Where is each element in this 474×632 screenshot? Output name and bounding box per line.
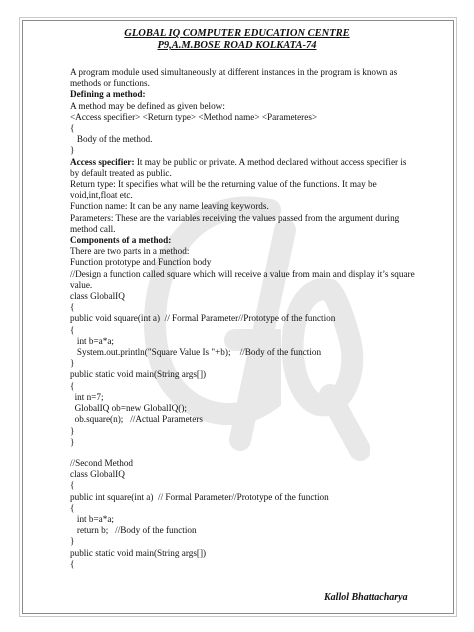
brace-close: } bbox=[70, 145, 75, 156]
defining-syntax: <Access specifier> <Return type> <Method name> <Parameteres> bbox=[70, 111, 318, 122]
parts-text: Function prototype and Function body bbox=[70, 257, 212, 268]
intro-paragraph: A program module used simultaneously at different instances in the program is known as methods or functions. bbox=[70, 67, 398, 89]
code-line: public static void main(String args[]) bbox=[70, 369, 207, 380]
parameters-paragraph: Parameters: These are the variables receiving the values passed from the argument during method call. bbox=[70, 212, 400, 234]
access-specifier-label: Access specifier: bbox=[70, 156, 135, 167]
code-line: return b; //Body of the function bbox=[70, 525, 197, 536]
code-line: GlobalIQ ob=new GlobalIQ(); bbox=[70, 403, 187, 414]
defining-heading: Defining a method: bbox=[70, 89, 146, 100]
code-line: { bbox=[70, 558, 75, 569]
access-specifier-paragraph bbox=[70, 157, 415, 179]
code-line: } bbox=[70, 436, 75, 447]
return-type-paragraph: Return type: It specifies what will be the returning value of the functions. It may be void,int,float etc. bbox=[70, 179, 377, 201]
code-line: { bbox=[70, 502, 75, 513]
code-block-1 bbox=[70, 291, 415, 448]
function-name-paragraph: Function name: It can be any name leaving keywords. bbox=[70, 201, 269, 212]
code-line: public void square(int a) // Formal Parameter//Prototype of the function bbox=[70, 313, 336, 324]
code-line: int b=a*a; bbox=[70, 335, 114, 346]
header-address: P9,A.M.BOSE ROAD KOLKATA-74 bbox=[157, 40, 317, 51]
access-specifier-text: It may be public or private. A method declared without access specifier is by default treated as public. bbox=[70, 156, 407, 178]
code-line: public static void main(String args[]) bbox=[70, 547, 207, 558]
code-line: class GlobalIQ bbox=[70, 291, 125, 302]
code-line: System.out.println("Square Value Is "+b); //Body of the function bbox=[70, 347, 322, 358]
header-title: GLOBAL IQ COMPUTER EDUCATION CENTRE bbox=[124, 28, 350, 39]
code-line: int n=7; bbox=[70, 391, 104, 402]
document-body bbox=[70, 67, 415, 570]
design-comment: //Design a function called square which will receive a value from main and display it’s square value. bbox=[70, 268, 415, 290]
code-line: } bbox=[70, 536, 75, 547]
code-block-2 bbox=[70, 458, 415, 570]
author-signature: Kallol Bhattacharya bbox=[324, 592, 408, 603]
components-heading: Components of a method: bbox=[70, 235, 172, 246]
body-of-method: Body of the method. bbox=[70, 134, 153, 145]
spacer bbox=[70, 448, 415, 458]
defining-text: A method may be defined as given below: bbox=[70, 100, 225, 111]
code-line: { bbox=[70, 480, 75, 491]
code-line: class GlobalIQ bbox=[70, 469, 125, 480]
code-line: { bbox=[70, 380, 75, 391]
two-parts-text: There are two parts in a method: bbox=[70, 246, 190, 257]
code-line: { bbox=[70, 302, 75, 313]
code-line: } bbox=[70, 425, 75, 436]
code-line: //Second Method bbox=[70, 457, 134, 468]
code-line: { bbox=[70, 324, 75, 335]
document-header bbox=[0, 28, 474, 52]
code-line: int b=a*a; bbox=[70, 513, 114, 524]
code-line: ob.square(n); //Actual Parameters bbox=[70, 414, 203, 425]
code-line: } bbox=[70, 358, 75, 369]
code-line: public int square(int a) // Formal Parameter//Prototype of the function bbox=[70, 491, 329, 502]
brace-open: { bbox=[70, 123, 75, 134]
